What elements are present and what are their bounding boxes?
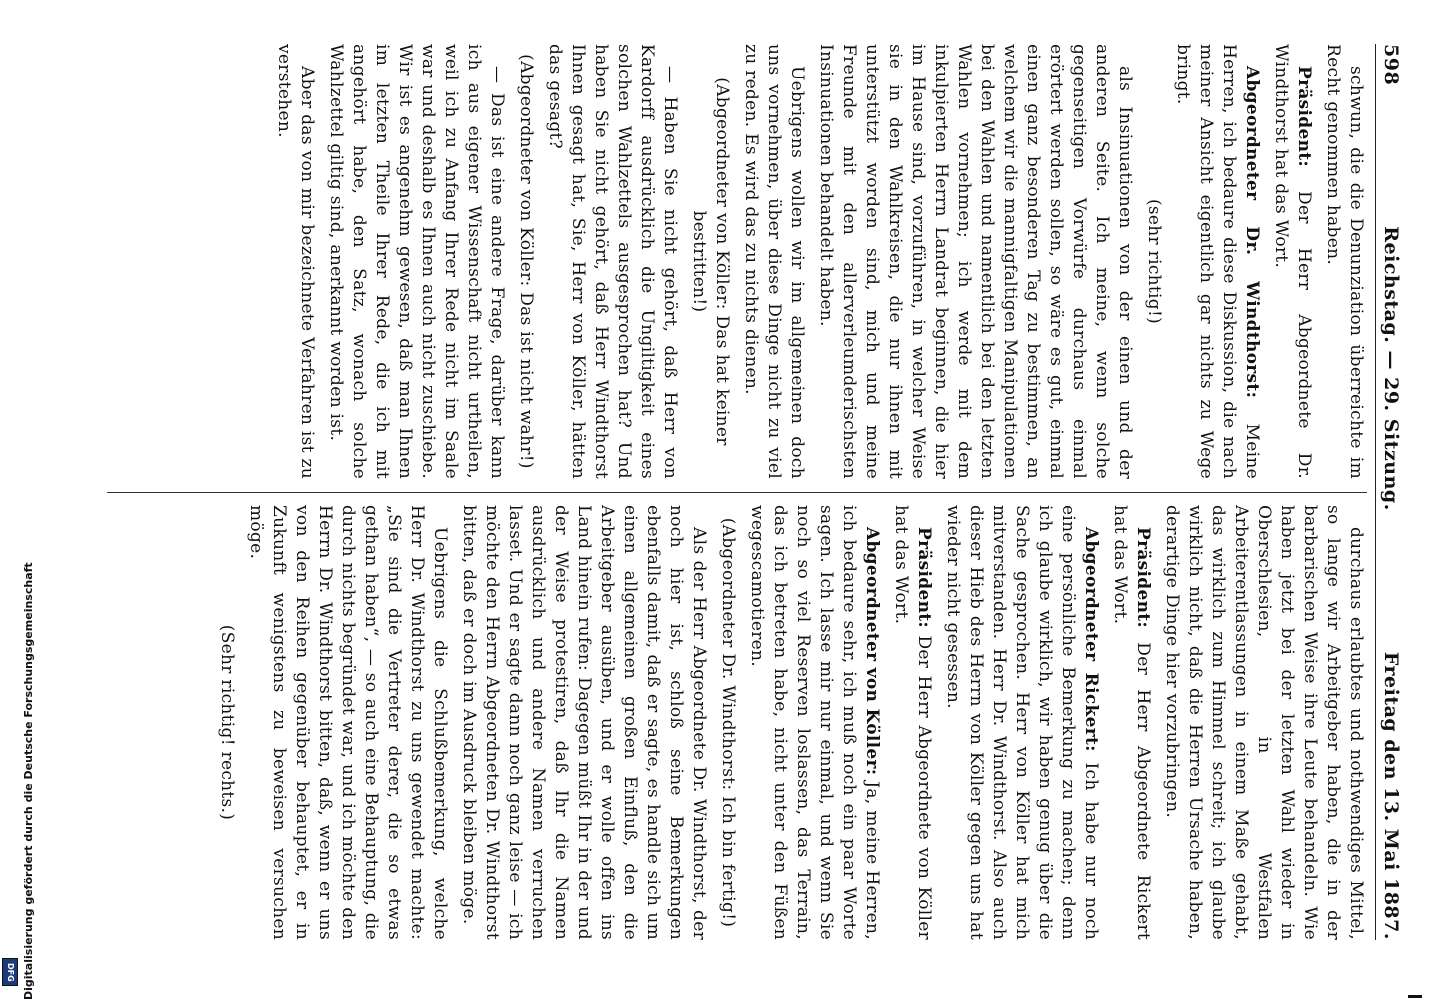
digitization-credit: Digitalisierung gefördert durch die Deutsche Forschungsgemeinschaft xyxy=(22,562,35,1000)
speech-paragraph xyxy=(745,505,883,940)
column-divider xyxy=(107,492,1367,493)
text-columns xyxy=(87,44,1367,940)
speaker-name: Präsident: xyxy=(1294,66,1314,167)
speech-text: Der Herr Abgeordnete Rickert hat das Wort. xyxy=(1110,505,1153,940)
interjection: (Abgeordneter von Köller: Das ist nicht wahr!) xyxy=(516,54,536,469)
interjection: (sehr richtig!) xyxy=(1144,198,1164,325)
speech-paragraph xyxy=(1171,44,1263,479)
interjection: (Abgeordneter von Köller: Das hat keiner bestritten!) xyxy=(689,77,732,446)
speech-paragraph xyxy=(1108,505,1154,940)
text-paragraph: Aber das von mir bezeichnete Verfahren ist zu verstehen. xyxy=(274,44,317,479)
text-paragraph: — Das ist eine andere Frage, darüber kann ich aus eigener Wissenschaft nicht urtheilen, weil ich zu Anfang Ihrer Rede nicht im Saale war und deshalb es Ihnen auch nicht zuschiebe. Wir ist es angenehm gewesen, daß man Ihnen im letzten Theile Ihrer Rede, die ich mit angehört habe, den Satz, wonach solche Wahlzettel giltig sind, anerkannt worden ist. xyxy=(326,44,507,479)
interjection: (Sehr richtig! rechts.) xyxy=(217,624,237,821)
text-paragraph: Als der Herr Abgeordnete Dr. Windthorst, der noch hier ist, schloß seine Bemerkungen ebenfalls damit, daß er sagte, es handle sich um einen allgemeinen großen Einfluß, den die Arbeitgeber ausüben, und er wolle offen ins Land hinein rufen: Dagegen müßt Ihr in der und der Weise protestiren, daß Ihr die Namen ausdrücklich und andere Namen verruchen lasset. Und er sagte dann noch ganz leise — ich möchte den Herrn Abgeordneten Dr. Windthorst bitten, daß er doch im Ausdruck bleiben möge. xyxy=(459,505,709,940)
interjection: (Abgeordneter Dr. Windthorst: Ich bin fertig!) xyxy=(718,517,738,928)
speaker-name: Präsident: xyxy=(914,527,934,628)
dfg-logo: DFG xyxy=(2,958,18,986)
page-header xyxy=(1380,44,1402,940)
speaker-name: Abgeordneter Rickert: xyxy=(1081,527,1101,752)
header-rule xyxy=(1375,44,1376,940)
text-paragraph: durchaus erlaubtes und nothwendiges Mittel, so lange wir Arbeitgeber haben, die in der barbarischen Weise ihre Leute behandeln. Wie haben jetzt bei der letzten Wahl wieder in Oberschlesien, in Westfalen Arbeiterentlassungen in einem Maße gehabt, das wirklich zum Himmel schreit; ich glaube wirklich nicht, daß die Herren Ursache haben, derartige Dinge hier vorzubringen. xyxy=(1162,505,1366,940)
left-column xyxy=(87,44,1367,479)
speech-text: Der Herr Abgeordnete von Köller hat das Wort. xyxy=(891,505,934,940)
speech-paragraph xyxy=(889,505,935,940)
right-column xyxy=(87,505,1367,940)
text-paragraph: Uebrigens die Schlußbemerkung, welche Herr Dr. Windthorst zu uns gewendet machte: „Sie sind die Vertreter derer, die so etwas gethan haben“, — so auch eine Behauptung, die durch nichts begründet war, und ich möchte den Herrn Dr. Windthorst bitten, daß, wenn er uns von den Reihen gegenüber behauptet, er in Zukunft wenigstens zu beweisen versuchen möge. xyxy=(246,505,450,940)
speech-text: Ja, meine Herren, ich bedaure sehr, ich muß noch ein paar Worte sagen. Ich lasse mir nur einmal, und wenn Sie noch so viel Reserven loslassen, das Terrain, das ich betreten habe, nicht unter den Füßen wegescamotieren. xyxy=(747,505,882,940)
corner-mark xyxy=(1408,987,1422,998)
text-paragraph: — Haben Sie nicht gehört, daß Herr von Kardorff ausdrücklich die Ungiltigkeit eines solchen Wahlzettels ausgesprochen hat? Und haben Sie nicht gehört, daß Herr Windthorst Ihnen gesagt hat, Sie, Herr von Köller, hätten das gesagt? xyxy=(545,44,680,479)
speaker-name: Präsident: xyxy=(1133,527,1153,628)
text-paragraph: als Insinuationen von der einen und der anderen Seite. Ich meine, wenn solche gegenseitigen Vorwürfe durchaus einmal erörtert werden sollen, so wäre es gut, einmal einen ganz besonderen Tag zu bestimmen, an welchem wir die mannigfaltigen Manipulationen bei den Wahlen und namentlich bei den letzten Wahlen vornehmen; ich werde mit dem inkulpierten Herrn Landrat beginnen, die hier im Hause sind, vorzuführen, in welcher Weise sie in den Wahlkreisen, die nur ihnen mit unterstützt worden sind, mich und meine Freunde mit den allerverleumderischsten Insinuationen behandelt haben. xyxy=(816,44,1135,479)
speech-paragraph xyxy=(941,505,1102,940)
speech-paragraph xyxy=(1269,44,1315,479)
speaker-name: Abgeordneter Dr. Windthorst: xyxy=(1242,66,1262,399)
speech-text: Meine Herren, ich bedaure diese Diskussion, die nach meiner Ansicht eigentlich gar nichts zu Wege bringt. xyxy=(1173,44,1262,479)
page-title: Reichstag. — 29. Sitzung. xyxy=(1380,226,1402,511)
text-paragraph: schwun, die die Denunziation überreichte im Recht genommen haben. xyxy=(1323,44,1366,479)
speech-text: Der Herr Abgeordnete Dr. Windthorst hat das Wort. xyxy=(1271,44,1314,479)
speaker-name: Abgeordneter von Köller: xyxy=(862,527,882,776)
page-date: Freitag den 13. Mai 1887. xyxy=(1380,651,1402,940)
speech-text: Ich habe nur noch eine persönliche Bemerkung zu machen; denn ich glaube wirklich, wir haben genug über die Sache gesprochen. Herr von Köller hat mich mitverstanden. Herr Dr. Windthorst. Also auch dieser Hieb des Herrn von Köller gegen uns hat wieder nicht gesessen. xyxy=(943,505,1101,940)
text-paragraph: Uebrigens wollen wir im allgemeinen doch uns vornehmen, über diese Dinge nicht zu viel zu reden. Es wird das zu nichts dienen. xyxy=(741,44,807,479)
page-number: 598 xyxy=(1380,44,1402,86)
